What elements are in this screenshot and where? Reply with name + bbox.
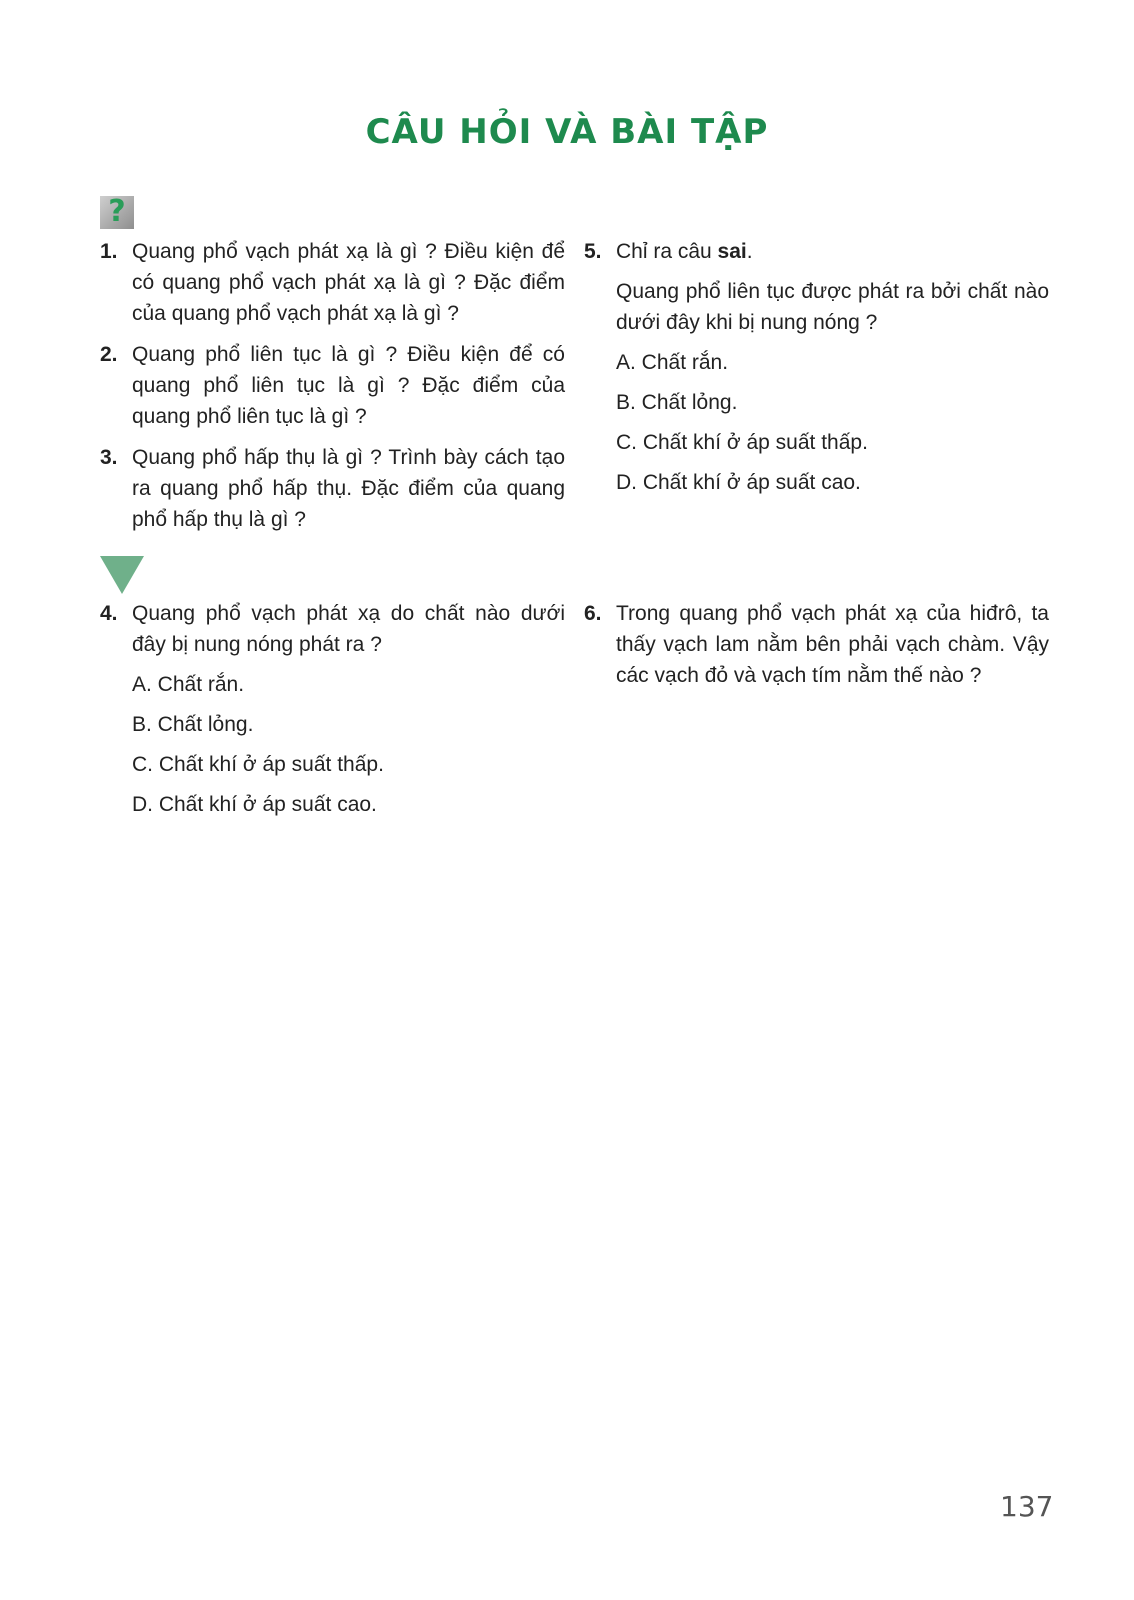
option-a: A. Chất rắn.	[132, 673, 245, 696]
right-column-question-6	[584, 598, 1049, 701]
question-lead	[616, 236, 1049, 267]
question-number: 5.	[584, 240, 602, 263]
question-number: 4.	[100, 602, 118, 625]
option-a: A. Chất rắn.	[616, 351, 729, 374]
page-title: CÂU HỎI VÀ BÀI TẬP	[365, 112, 769, 152]
question-mark-glyph: ?	[108, 194, 126, 229]
right-column-question-5	[584, 236, 1049, 508]
question-2	[100, 339, 565, 432]
option-c: C. Chất khí ở áp suất thấp.	[616, 431, 868, 454]
question-text: Quang phổ liên tục được phát ra bởi chất nào dưới đây khi bị nung nóng ?	[616, 280, 1049, 334]
question-text: Quang phổ vạch phát xạ là gì ? Điều kiện để có quang phổ vạch phát xạ là gì ? Đặc điểm của quang phổ vạch phát xạ là gì ?	[132, 240, 565, 325]
question-number: 6.	[584, 602, 602, 625]
question-5	[584, 236, 1049, 498]
question-6	[584, 598, 1049, 691]
page-number: 137	[1000, 1490, 1054, 1523]
question-number: 2.	[100, 343, 118, 366]
left-column-questions	[100, 236, 565, 545]
question-1	[100, 236, 565, 329]
option-b: B. Chất lỏng.	[132, 713, 254, 736]
question-3	[100, 442, 565, 535]
question-text: Quang phổ liên tục là gì ? Điều kiện để có quang phổ liên tục là gì ? Đặc điểm của quang phổ liên tục là gì ?	[132, 343, 565, 428]
question-4	[100, 598, 565, 820]
question-mark-icon	[100, 196, 134, 229]
triangle-down-icon	[100, 556, 144, 594]
option-d: D. Chất khí ở áp suất cao.	[132, 793, 377, 816]
option-d: D. Chất khí ở áp suất cao.	[616, 471, 861, 494]
question-text: Quang phổ hấp thụ là gì ? Trình bày cách tạo ra quang phổ hấp thụ. Đặc điểm của quang phổ hấp thụ là gì ?	[132, 446, 565, 531]
question-text: Trong quang phổ vạch phát xạ của hiđrô, ta thấy vạch lam nằm bên phải vạch chàm. Vậy các vạch đỏ và vạch tím nằm thế nào ?	[616, 602, 1049, 687]
question-text: Quang phổ vạch phát xạ do chất nào dưới đây bị nung nóng phát ra ?	[132, 602, 565, 656]
question-number: 1.	[100, 240, 118, 263]
question-lead-text: Chỉ ra câu	[616, 240, 718, 263]
question-lead-tail: .	[746, 240, 753, 263]
emphasis-word: sai	[717, 240, 747, 263]
question-number: 3.	[100, 446, 118, 469]
option-b: B. Chất lỏng.	[616, 391, 738, 414]
option-c: C. Chất khí ở áp suất thấp.	[132, 753, 384, 776]
left-column-question-4	[100, 598, 565, 830]
